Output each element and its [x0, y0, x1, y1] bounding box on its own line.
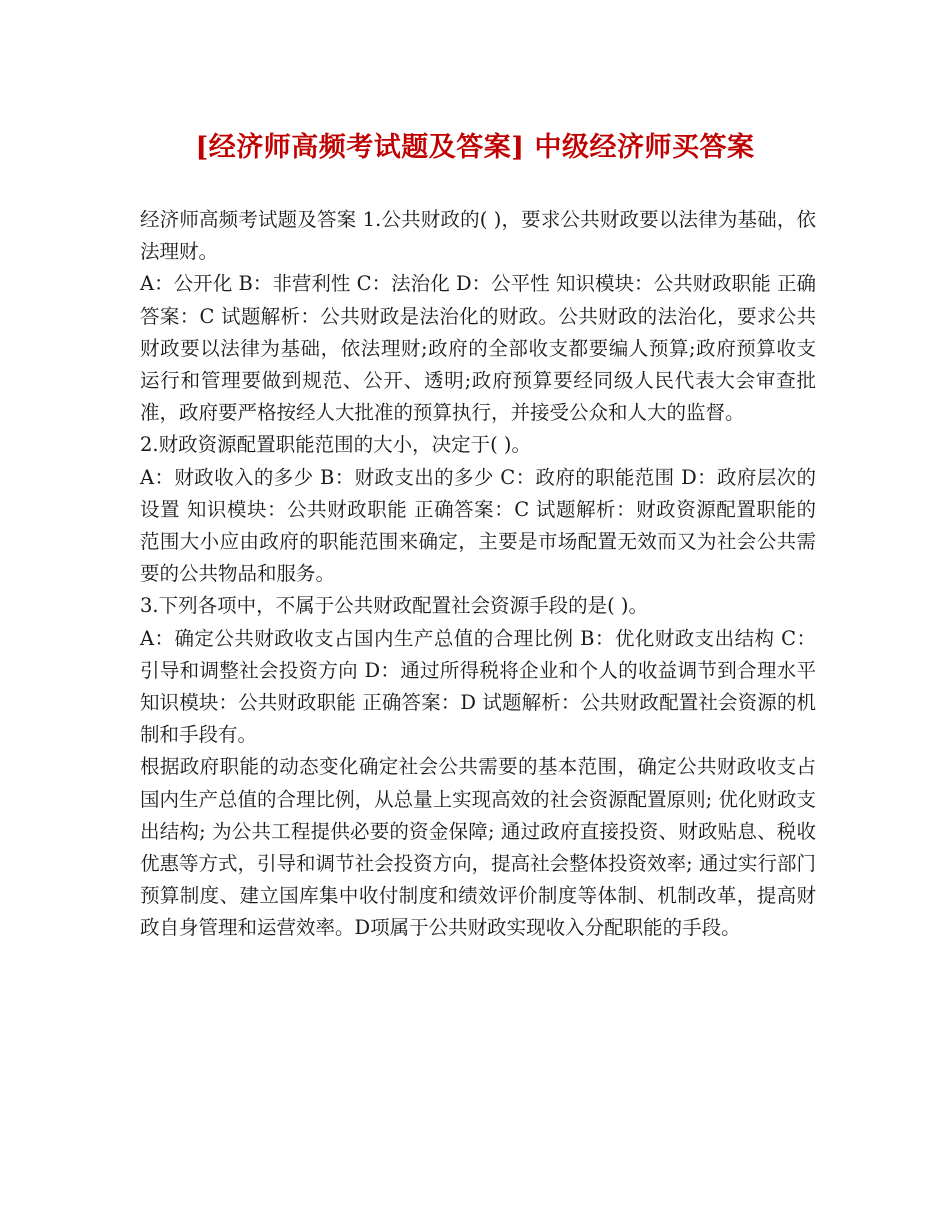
document-title: [经济师高频考试题及答案] 中级经济师买答案 [195, 132, 755, 163]
document-body [140, 204, 816, 945]
paragraph-question-3: 3.下列各项中，不属于公共财政配置社会资源手段的是( )。 [140, 594, 649, 618]
paragraph-answer-3: A：确定公共财政收支占国内生产总值的合理比例 B：优化财政支出结构 C：引导和调整社会投资方向 D：通过所得税将企业和个人的收益调节到合理水平 知识模块：公共财政职能 正确答案：D 试题解析：公共财政配置社会资源的机制和手段有。 [140, 626, 816, 747]
paragraph-question-2: 2.财政资源配置职能范围的大小，决定于( )。 [140, 433, 532, 457]
paragraph-explanation-3: 根据政府职能的动态变化确定社会公共需要的基本范围，确定公共财政收支占国内生产总值的合理比例，从总量上实现高效的社会资源配置原则; 优化财政支出结构; 为公共工程提供必要的资金保障; 通过政府直接投资、财政贴息、税收优惠等方式，引导和调节社会投资方向，提高社会整体投资效率; 通过实行部门预算制度、建立国库集中收付制度和绩效评价制度等体制、机制改革，提高财政自身管理和运营效率。D项属于公共财政实现收入分配职能的手段。 [140, 755, 816, 940]
paragraph-answer-1: A：公开化 B：非营利性 C：法治化 D：公平性 知识模块：公共财政职能 正确答案：C 试题解析：公共财政是法治化的财政。公共财政的法治化，要求公共财政要以法律为基础，依法理财;政府的全部收支都要编人预算;政府预算收支运行和管理要做到规范、公开、透明;政府预算要经同级人民代表大会审查批准，政府要严格按经人大批准的预算执行，并接受公众和人大的监督。 [140, 272, 816, 425]
paragraph-answer-2: A：财政收入的多少 B：财政支出的多少 C：政府的职能范围 D：政府层次的设置 知识模块：公共财政职能 正确答案：C 试题解析：财政资源配置职能的范围大小应由政府的职能范围来确定，主要是市场配置无效而又为社会公共需要的公共物品和服务。 [140, 465, 816, 586]
paragraph-question-1: 经济师高频考试题及答案 1.公共财政的( )，要求公共财政要以法律为基础，依法理财。 [140, 208, 816, 264]
